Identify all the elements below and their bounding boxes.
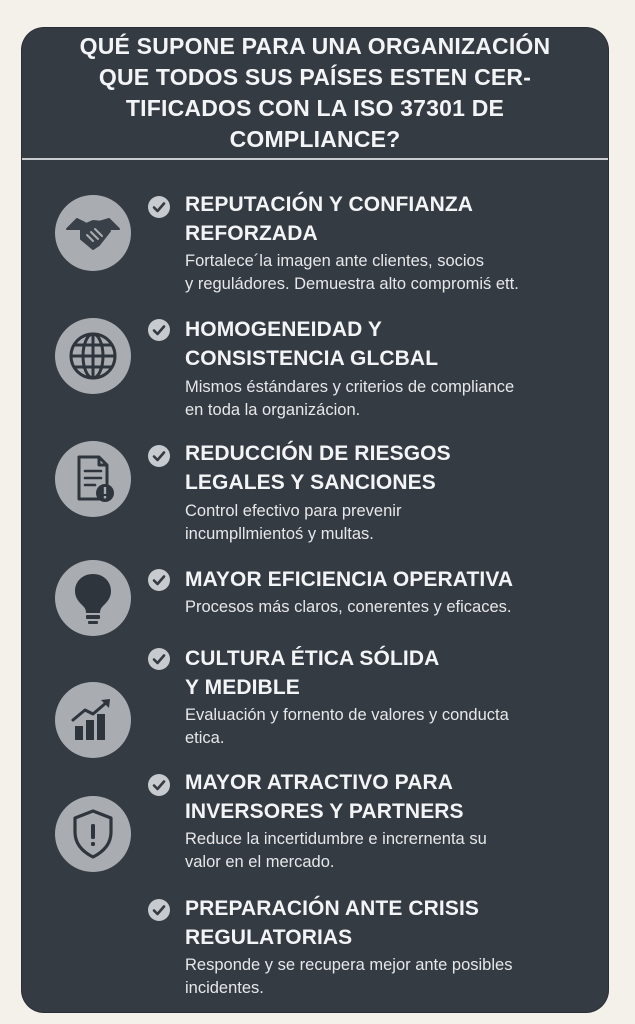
document-warning-icon bbox=[55, 441, 131, 517]
item-description: Control efectivo para prevenir incumpllmientoś y multas. bbox=[185, 502, 402, 543]
item-title: REDUCCIÓN DE RIESGOS LEGALES Y SANCIONES bbox=[185, 442, 451, 494]
item-description: Mismos éstándares y criterios de compliance en toda la organizácion. bbox=[185, 378, 515, 419]
item-description: Procesos más claros, conerentes y eficaces. bbox=[185, 598, 512, 616]
check-icon bbox=[148, 445, 170, 467]
item-title: REPUTACIÓN Y CONFIANZA REFORZADA bbox=[185, 193, 474, 245]
check-icon bbox=[148, 319, 170, 341]
check-icon bbox=[148, 196, 170, 218]
item-description: Reduce la incertidumbre e incrernenta su valor en el mercado. bbox=[185, 830, 487, 871]
item-title: MAYOR ATRACTIVO PARA INVERSORES Y PARTNERS bbox=[185, 771, 464, 823]
item-title: HOMOGENEIDAD Y CONSISTENCIA GLCBAL bbox=[185, 318, 439, 370]
check-icon bbox=[148, 774, 170, 796]
infographic-card bbox=[22, 28, 608, 1012]
check-icon bbox=[148, 569, 170, 591]
item-description: Fortalece´la imagen ante clientes, socios y reguládores. Demuestra alto compromiś ett. bbox=[185, 252, 519, 293]
lightbulb-icon bbox=[55, 560, 131, 636]
item-description: Responde y se recupera mejor ante posibles incidentes. bbox=[185, 956, 513, 997]
shield-alert-icon bbox=[55, 796, 131, 872]
item-title: PREPARACIÓN ANTE CRISIS REGULATORIAS bbox=[185, 897, 479, 949]
item-description: Evaluación y fornento de valores y conducta etica. bbox=[185, 706, 509, 747]
handshake-icon bbox=[55, 195, 131, 271]
item-title: MAYOR EFICIENCIA OPERATIVA bbox=[185, 568, 514, 591]
item-title: CULTURA ÉTICA SÓLIDA Y MEDIBLE bbox=[185, 647, 440, 699]
globe-icon bbox=[55, 318, 131, 394]
check-icon bbox=[148, 648, 170, 670]
header bbox=[22, 28, 608, 160]
page-title: QUÉ SUPONE PARA UNA ORGANIZACIÓN QUE TODOS SUS PAÍSES ESTEN CER- TIFICADOS CON LA ISO 37301 DE COMPLIANCE? bbox=[79, 33, 551, 152]
growth-chart-icon bbox=[55, 682, 131, 758]
check-icon bbox=[148, 899, 170, 921]
